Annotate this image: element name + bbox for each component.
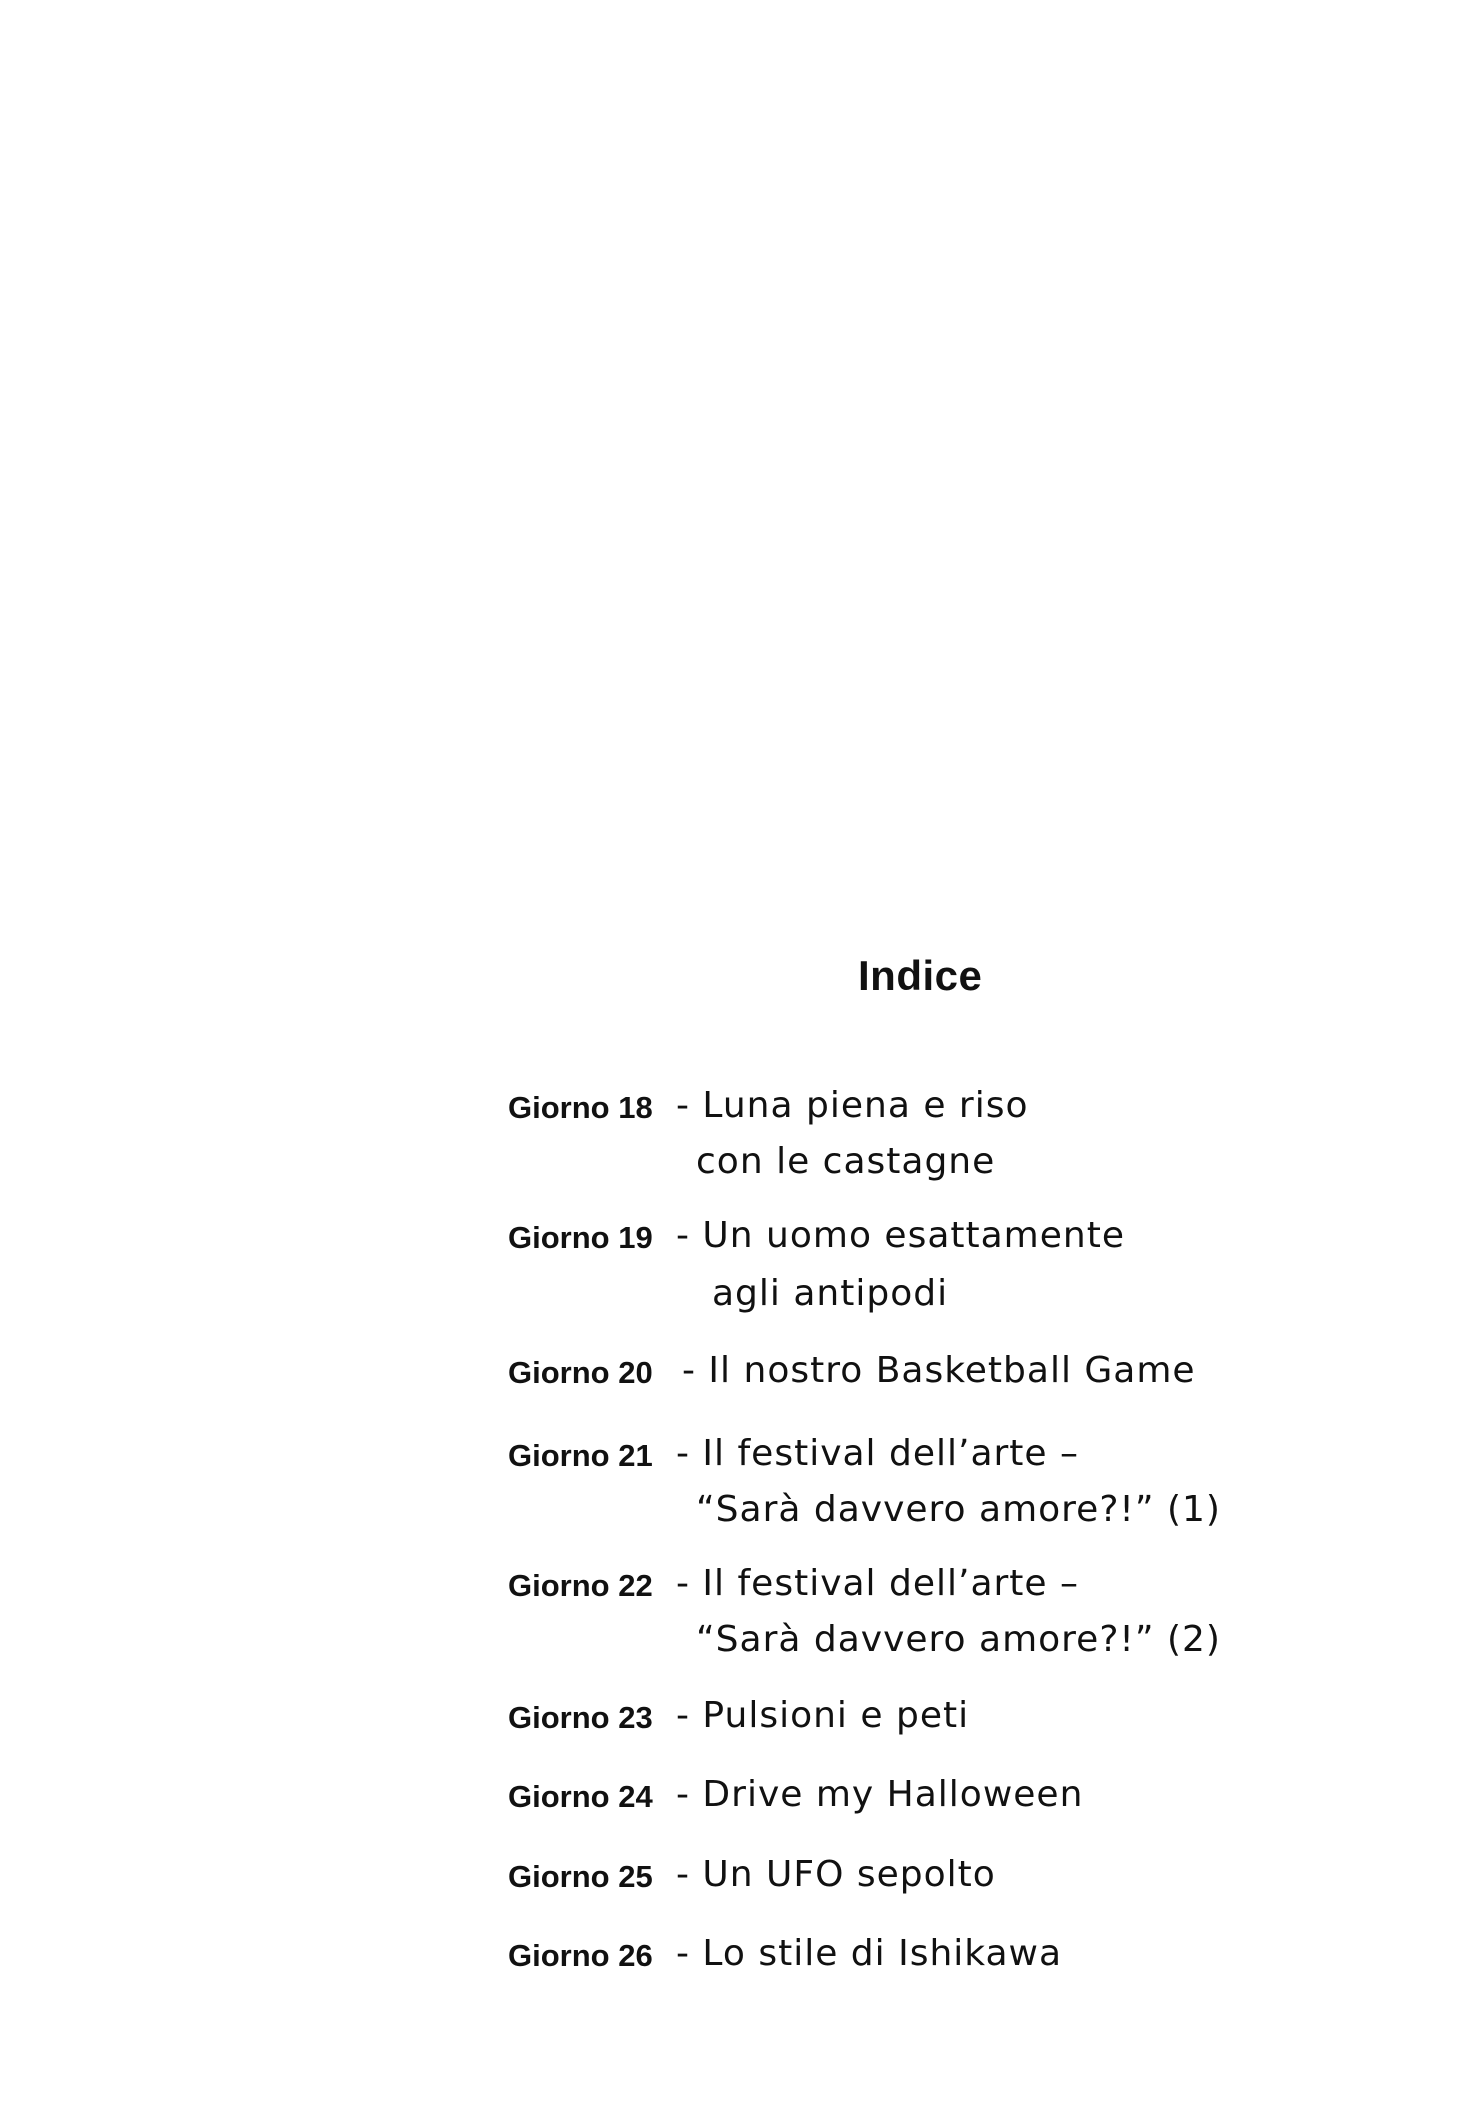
- toc-entry-title-line-2: “Sarà davvero amore?!” (1): [696, 1489, 1221, 1530]
- toc-entry-title-line-2: “Sarà davvero amore?!” (2): [696, 1619, 1221, 1660]
- toc-entry-title-line-1: - Drive my Halloween: [676, 1774, 1084, 1815]
- toc-entry-label: Giorno 23: [508, 1700, 653, 1735]
- table-of-contents: [508, 0, 1408, 2126]
- toc-entry-label: Giorno 24: [508, 1779, 653, 1814]
- toc-entry-label: Giorno 25: [508, 1859, 653, 1894]
- toc-entry-label: Giorno 19: [508, 1220, 653, 1255]
- toc-entry-title-line-2: con le castagne: [696, 1141, 996, 1182]
- toc-entry-label: Giorno 21: [508, 1438, 653, 1473]
- toc-entry-title-line-1: - Il festival dell’arte –: [676, 1433, 1080, 1474]
- toc-entry-title-line-1: - Il nostro Basketball Game: [682, 1350, 1196, 1391]
- toc-entry-title-line-1: - Luna piena e riso: [676, 1085, 1029, 1126]
- toc-entry-label: Giorno 18: [508, 1090, 653, 1125]
- toc-entry-title-line-1: - Il festival dell’arte –: [676, 1563, 1080, 1604]
- toc-entry-label: Giorno 26: [508, 1938, 653, 1973]
- toc-entry-label: Giorno 22: [508, 1568, 653, 1603]
- toc-entry-label: Giorno 20: [508, 1355, 653, 1390]
- toc-entry-title-line-1: - Lo stile di Ishikawa: [676, 1933, 1063, 1974]
- toc-entry-title-line-1: - Un UFO sepolto: [676, 1854, 996, 1895]
- toc-entry-title-line-1: - Pulsioni e peti: [676, 1695, 970, 1736]
- toc-entry-title-line-2: agli antipodi: [712, 1273, 949, 1314]
- toc-entry-title-line-1: - Un uomo esattamente: [676, 1215, 1125, 1256]
- page-title: Indice: [858, 952, 983, 999]
